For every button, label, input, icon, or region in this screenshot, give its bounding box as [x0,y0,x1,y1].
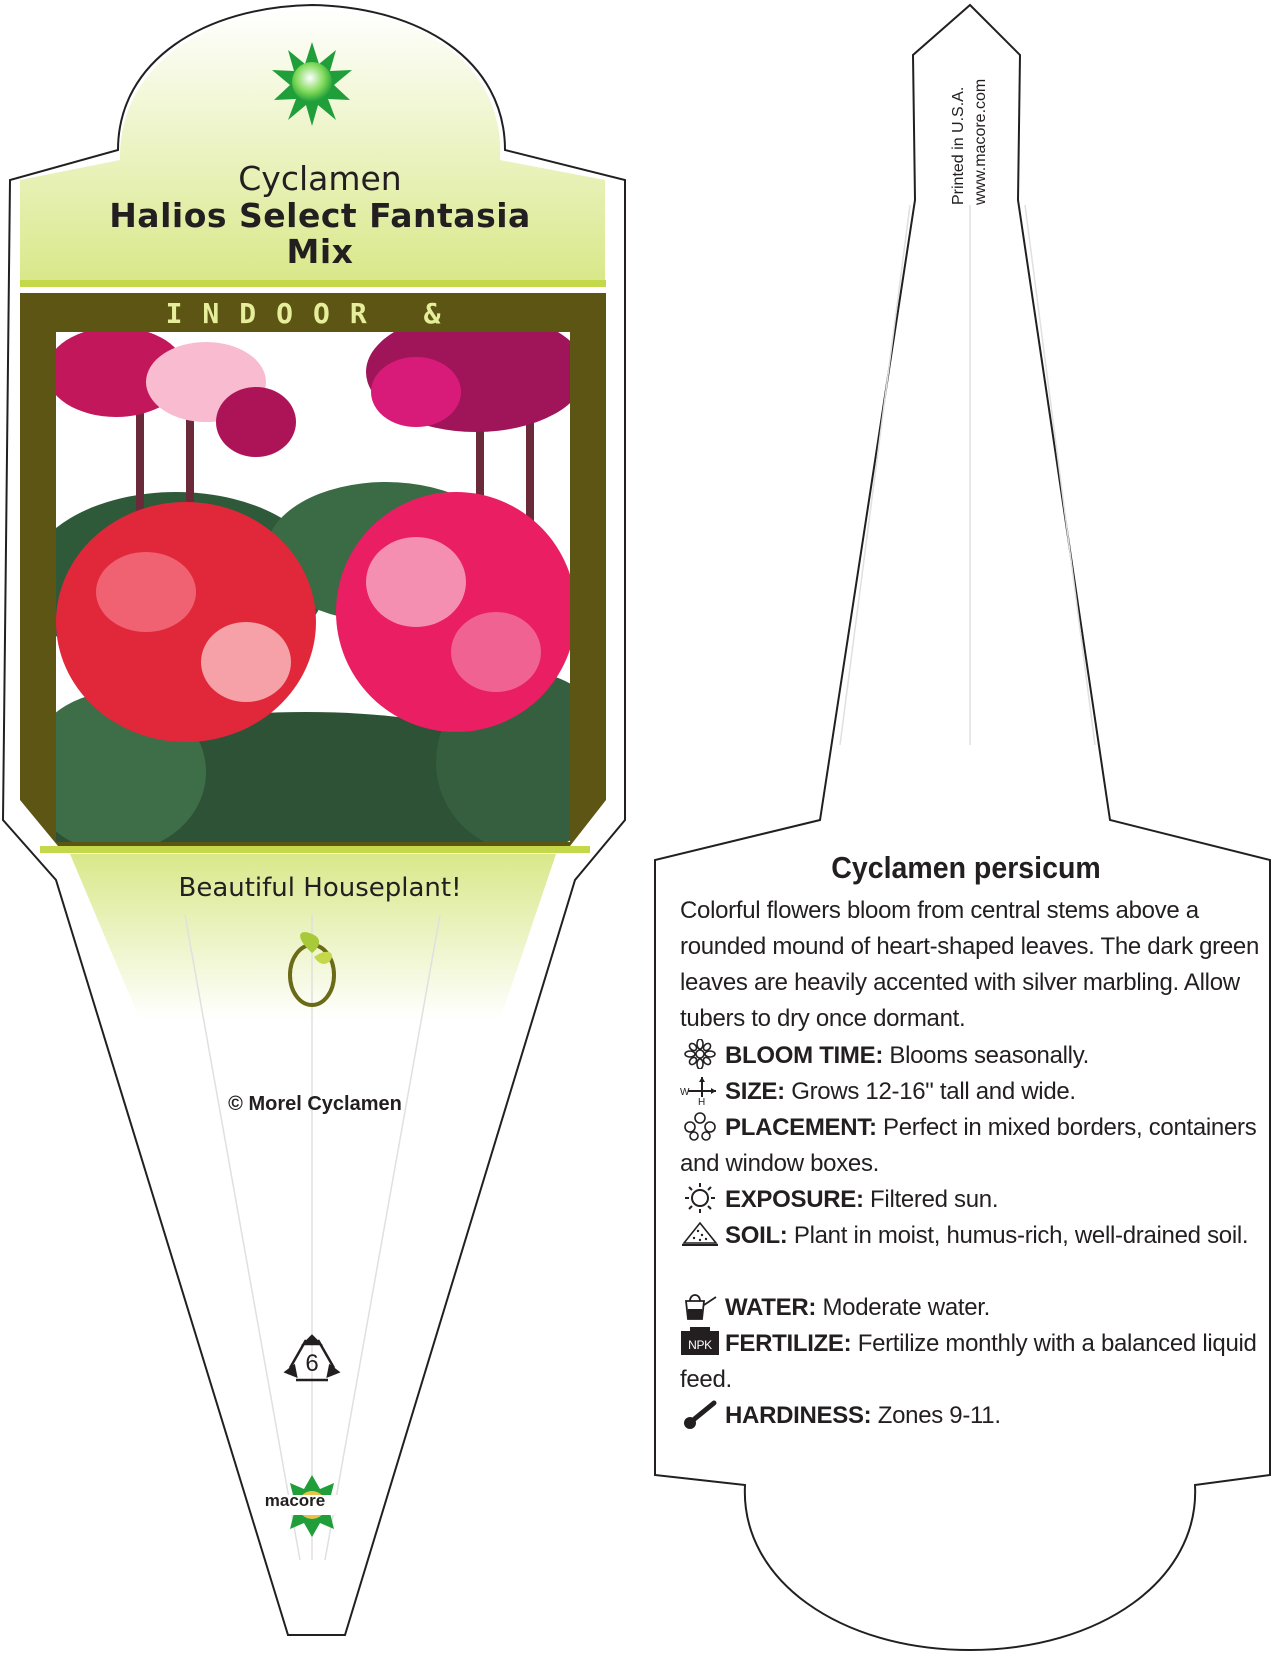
brand-logo-text: macore [264,1491,326,1510]
care-item-water: WATER: Moderate water. [680,1290,1270,1326]
printed-in: Printed in U.S.A. [950,86,967,205]
flower-icon [680,1039,720,1069]
care-item-size: W H SIZE: Grows 12-16" tall and wide. [680,1074,1270,1110]
svg-text:H: H [698,1097,705,1105]
variety-line-1: Halios Select Fantasia [109,196,531,235]
plant-description: Colorful flowers bloom from central stems above a rounded mound of heart-shaped leaves. The dark green leaves are heavily accented with silver marbling. Allow tubers to dry once dormant. [680,897,1260,1032]
common-name: Cyclamen [238,159,402,198]
care-item-soil: SOIL: Plant in moist, humus-rich, well-drained soil. [680,1218,1270,1254]
variety-line-2: Mix [286,232,354,271]
front-accent-bar-bottom [40,846,590,853]
care-item-fertilize: NPK FERTILIZE: Fertilize monthly with a balanced liquid feed. [680,1326,1270,1398]
tagline: Beautiful Houseplant! [178,873,462,903]
variety-name [20,198,620,270]
care-item-exposure: EXPOSURE: Filtered sun. [680,1182,1270,1218]
size-icon [680,1075,720,1105]
svg-text:NPK: NPK [688,1338,712,1352]
recycle-code: 6 [305,1350,319,1377]
care-item-hardiness: HARDINESS: Zones 9-11. [680,1398,1270,1434]
care-item-placement: PLACEMENT: Perfect in mixed borders, containers and window boxes. [680,1110,1270,1182]
front-accent-bar-top [20,280,606,287]
placement-icon [680,1111,720,1141]
watering-can-icon [680,1291,720,1321]
sun-icon [680,1183,720,1213]
copyright-text: © Morel Cyclamen [228,1093,402,1115]
plant-photo [56,332,570,842]
npk-icon [680,1327,720,1357]
category-label: INDOOR & [165,297,461,330]
care-item-bloom-time: BLOOM TIME: Blooms seasonally. [680,1038,1270,1074]
website: www.macore.com [972,78,989,205]
thermometer-icon [680,1399,720,1429]
soil-icon [680,1219,720,1249]
print-info [948,79,992,205]
svg-text:W: W [680,1087,690,1098]
species-name: Cyclamen persicum [831,850,1101,885]
